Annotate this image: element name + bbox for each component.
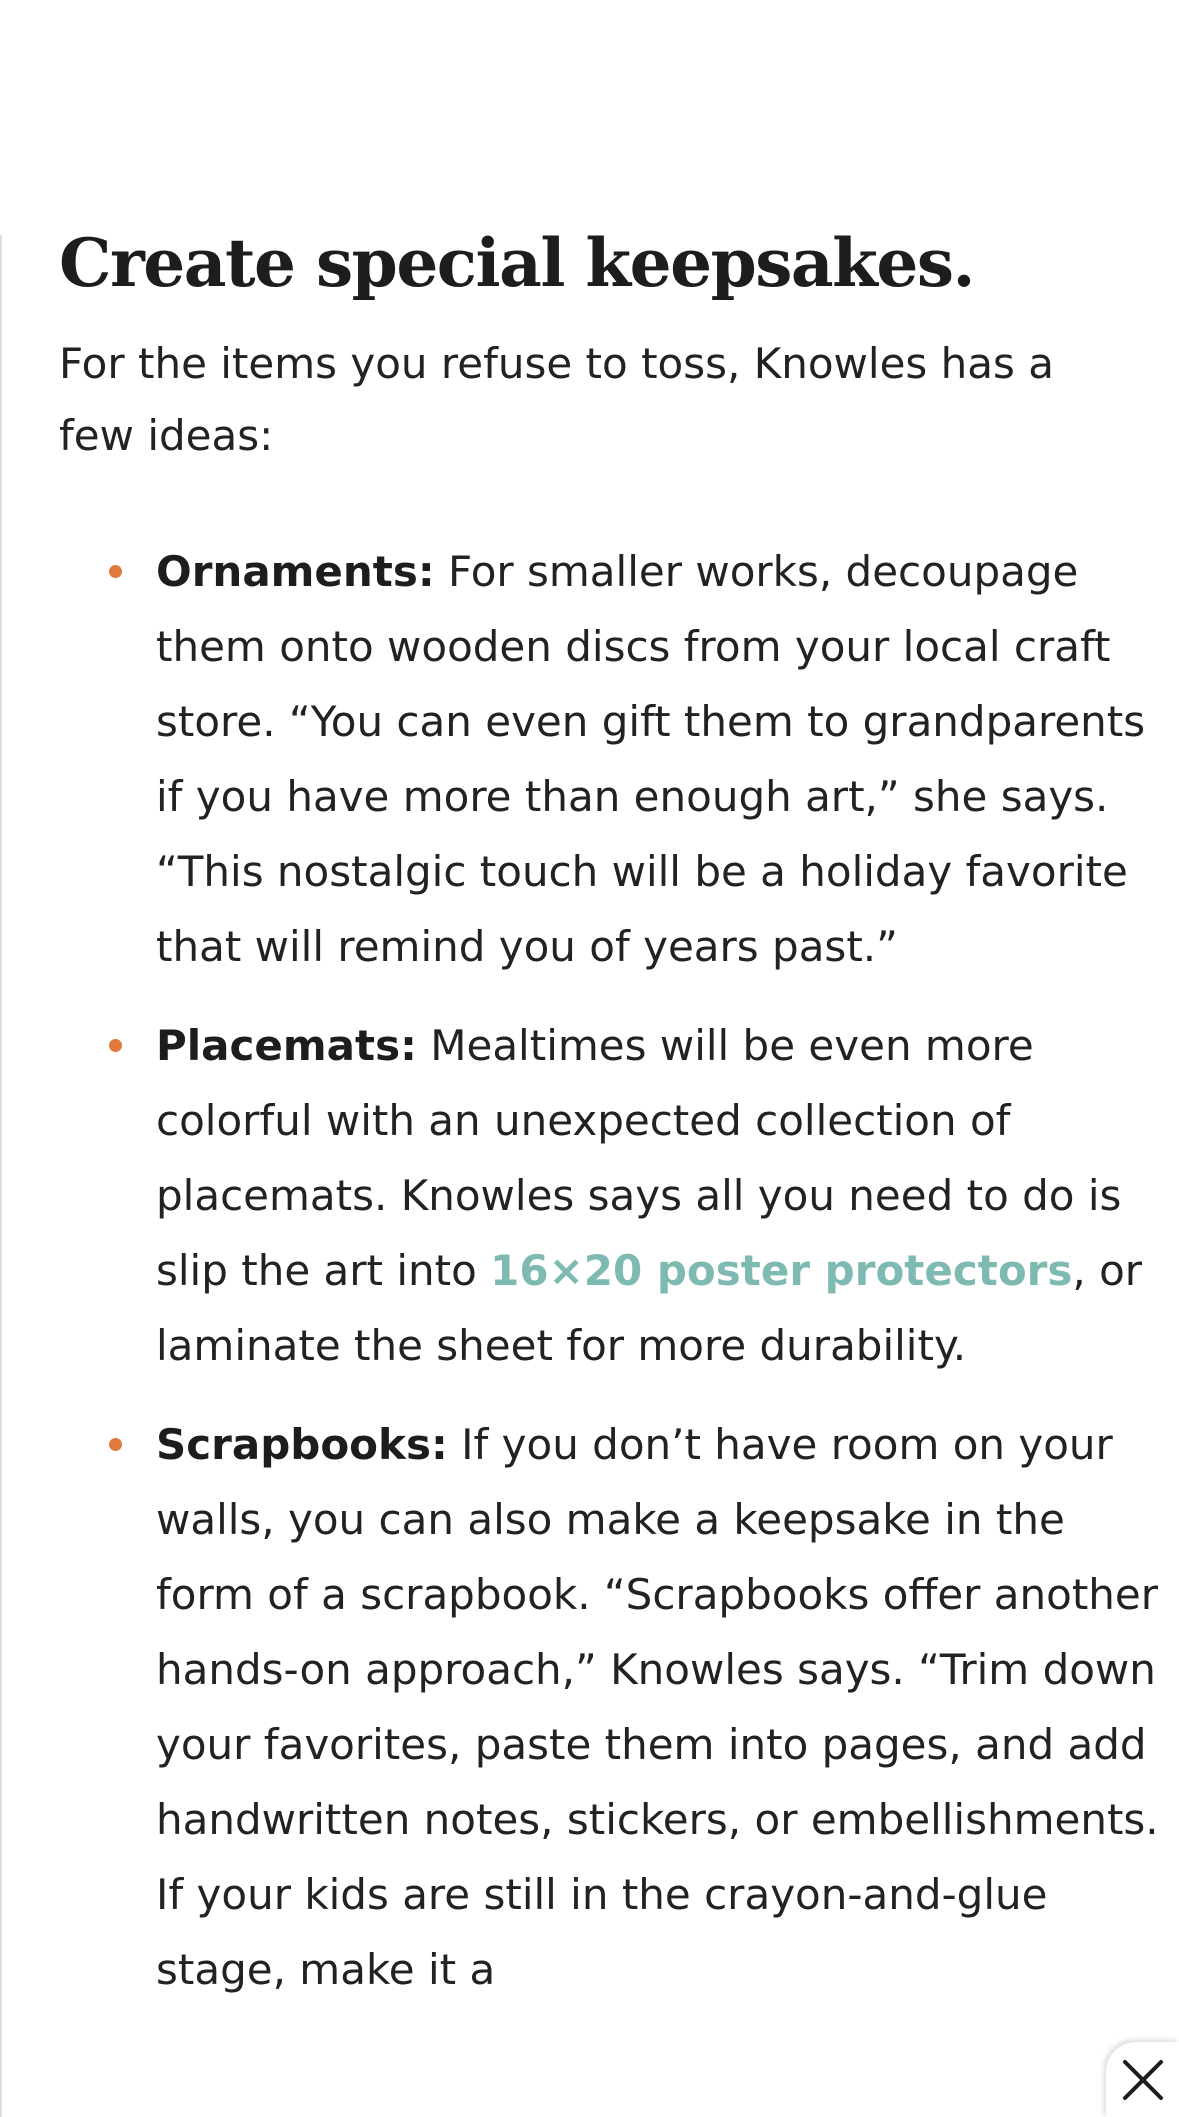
tip-text: Mealtimes will be even more colorful with an unexpected collection of placemats. Knowles says all you need to do is slip the art into bbox=[156, 1021, 1122, 1295]
intro-paragraph: For the items you refuse to toss, Knowles has a few ideas: bbox=[59, 339, 1054, 460]
top-blank-area bbox=[0, 0, 1179, 235]
tip-text: If you don’t have room on your walls, you can also make a keepsake in the form of a scrapbook. “Scrapbooks offer another hands-on approach,” Knowles says. “Trim down your favorites, paste them into pages, and add handwritten notes, stickers, or embellishments. If your kids are still in the crayon-and-glue stage, make it a bbox=[156, 1420, 1159, 1994]
article-body bbox=[59, 220, 1159, 2031]
list-item-ornaments bbox=[59, 534, 1159, 984]
bullet-dot bbox=[109, 1039, 122, 1052]
tip-term: Placemats: bbox=[156, 1021, 417, 1070]
list-item-scrapbooks bbox=[59, 1407, 1159, 2007]
content-left-border bbox=[0, 235, 2, 2117]
close-button[interactable] bbox=[1106, 2042, 1179, 2117]
close-icon bbox=[1121, 2058, 1165, 2102]
tip-term: Ornaments: bbox=[156, 547, 435, 596]
tip-text: For smaller works, decoupage them onto wooden discs from your local craft store. “You can even gift them to grandparents if you have more than enough art,” she says. “This nostalgic touch will be a holiday favorite that will remind you of years past.” bbox=[156, 547, 1146, 971]
bullet-dot bbox=[109, 565, 122, 578]
list-item-placemats bbox=[59, 1008, 1159, 1383]
tip-text-continued: , or laminate the sheet for more durability. bbox=[156, 1246, 1143, 1370]
poster-protectors-link[interactable]: 16×20 poster protectors bbox=[490, 1246, 1073, 1295]
bullet-dot bbox=[109, 1438, 122, 1451]
tip-term: Scrapbooks: bbox=[156, 1420, 448, 1469]
keepsake-ideas-list bbox=[59, 534, 1159, 2007]
section-heading: Create special keepsakes. bbox=[59, 224, 975, 302]
